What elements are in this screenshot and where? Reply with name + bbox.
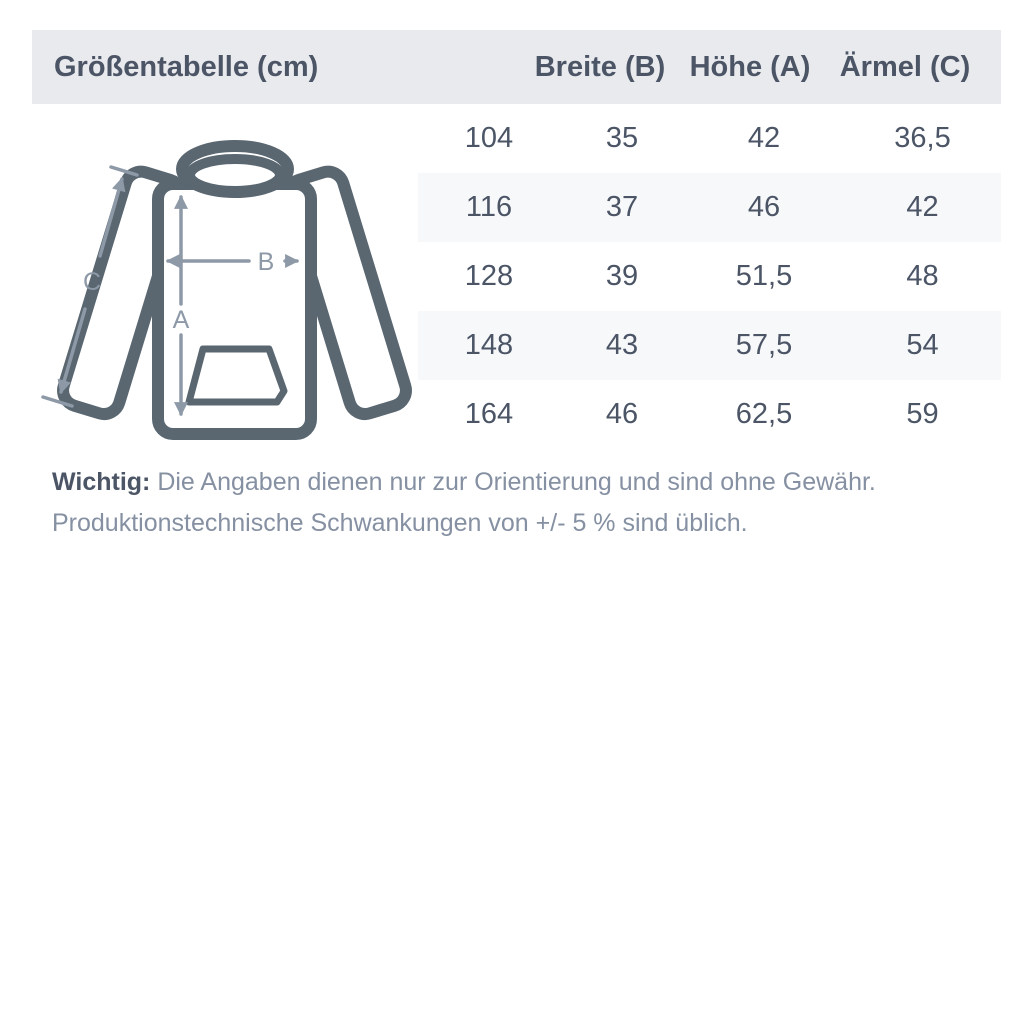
hoodie-outline-icon: [38, 118, 418, 448]
dimension-label-c: C: [82, 268, 102, 296]
chart-body: [32, 104, 1001, 449]
hoehe-cell: 51,5: [735, 260, 793, 292]
column-header-hoehe: Höhe (A): [689, 50, 811, 83]
size-cell: 104: [464, 122, 514, 154]
hoodie-diagram: [32, 104, 418, 448]
dimension-label-b: B: [257, 248, 275, 276]
hoehe-cell: 46: [747, 191, 781, 223]
table-header: [32, 30, 1001, 104]
page-title: Größentabelle (cm): [54, 50, 319, 83]
disclaimer-label: Wichtig:: [52, 468, 151, 496]
table-row: [418, 173, 1001, 242]
hoehe-cell: 57,5: [735, 329, 793, 361]
size-chart-panel: [32, 30, 1001, 544]
column-header-aermel: Ärmel (C): [839, 50, 971, 83]
aermel-cell: 36,5: [894, 122, 951, 154]
size-cell: 164: [464, 398, 514, 430]
hoodie-hood: [182, 146, 288, 192]
table-row: [418, 104, 1001, 173]
size-cell: 128: [464, 260, 514, 292]
aermel-cell: 54: [906, 329, 939, 361]
aermel-cell: 59: [906, 398, 939, 430]
disclaimer-text-1: Die Angaben dienen nur zur Orientierung und sind ohne Gewähr.: [157, 468, 876, 496]
aermel-cell: 42: [906, 191, 939, 223]
dimension-label-a: A: [172, 306, 190, 334]
breite-cell: 39: [605, 260, 639, 292]
table-row: [418, 242, 1001, 311]
aermel-cell: 48: [906, 260, 939, 292]
disclaimer: [52, 462, 1001, 544]
breite-cell: 37: [605, 191, 639, 223]
hoodie-pocket: [189, 349, 284, 402]
hoehe-cell: 42: [747, 122, 781, 154]
table-row: [418, 380, 1001, 449]
column-header-breite: Breite (B): [534, 50, 666, 83]
size-table: [418, 104, 1001, 449]
size-cell: 148: [464, 329, 514, 361]
breite-cell: 43: [605, 329, 639, 361]
size-cell: 116: [465, 191, 513, 223]
disclaimer-line-1: [52, 462, 1001, 503]
table-row: [418, 311, 1001, 380]
breite-cell: 46: [605, 398, 639, 430]
hoehe-cell: 62,5: [735, 398, 793, 430]
disclaimer-text-2: Produktionstechnische Schwankungen von +/- 5 % sind üblich.: [52, 509, 748, 537]
breite-cell: 35: [605, 122, 639, 154]
